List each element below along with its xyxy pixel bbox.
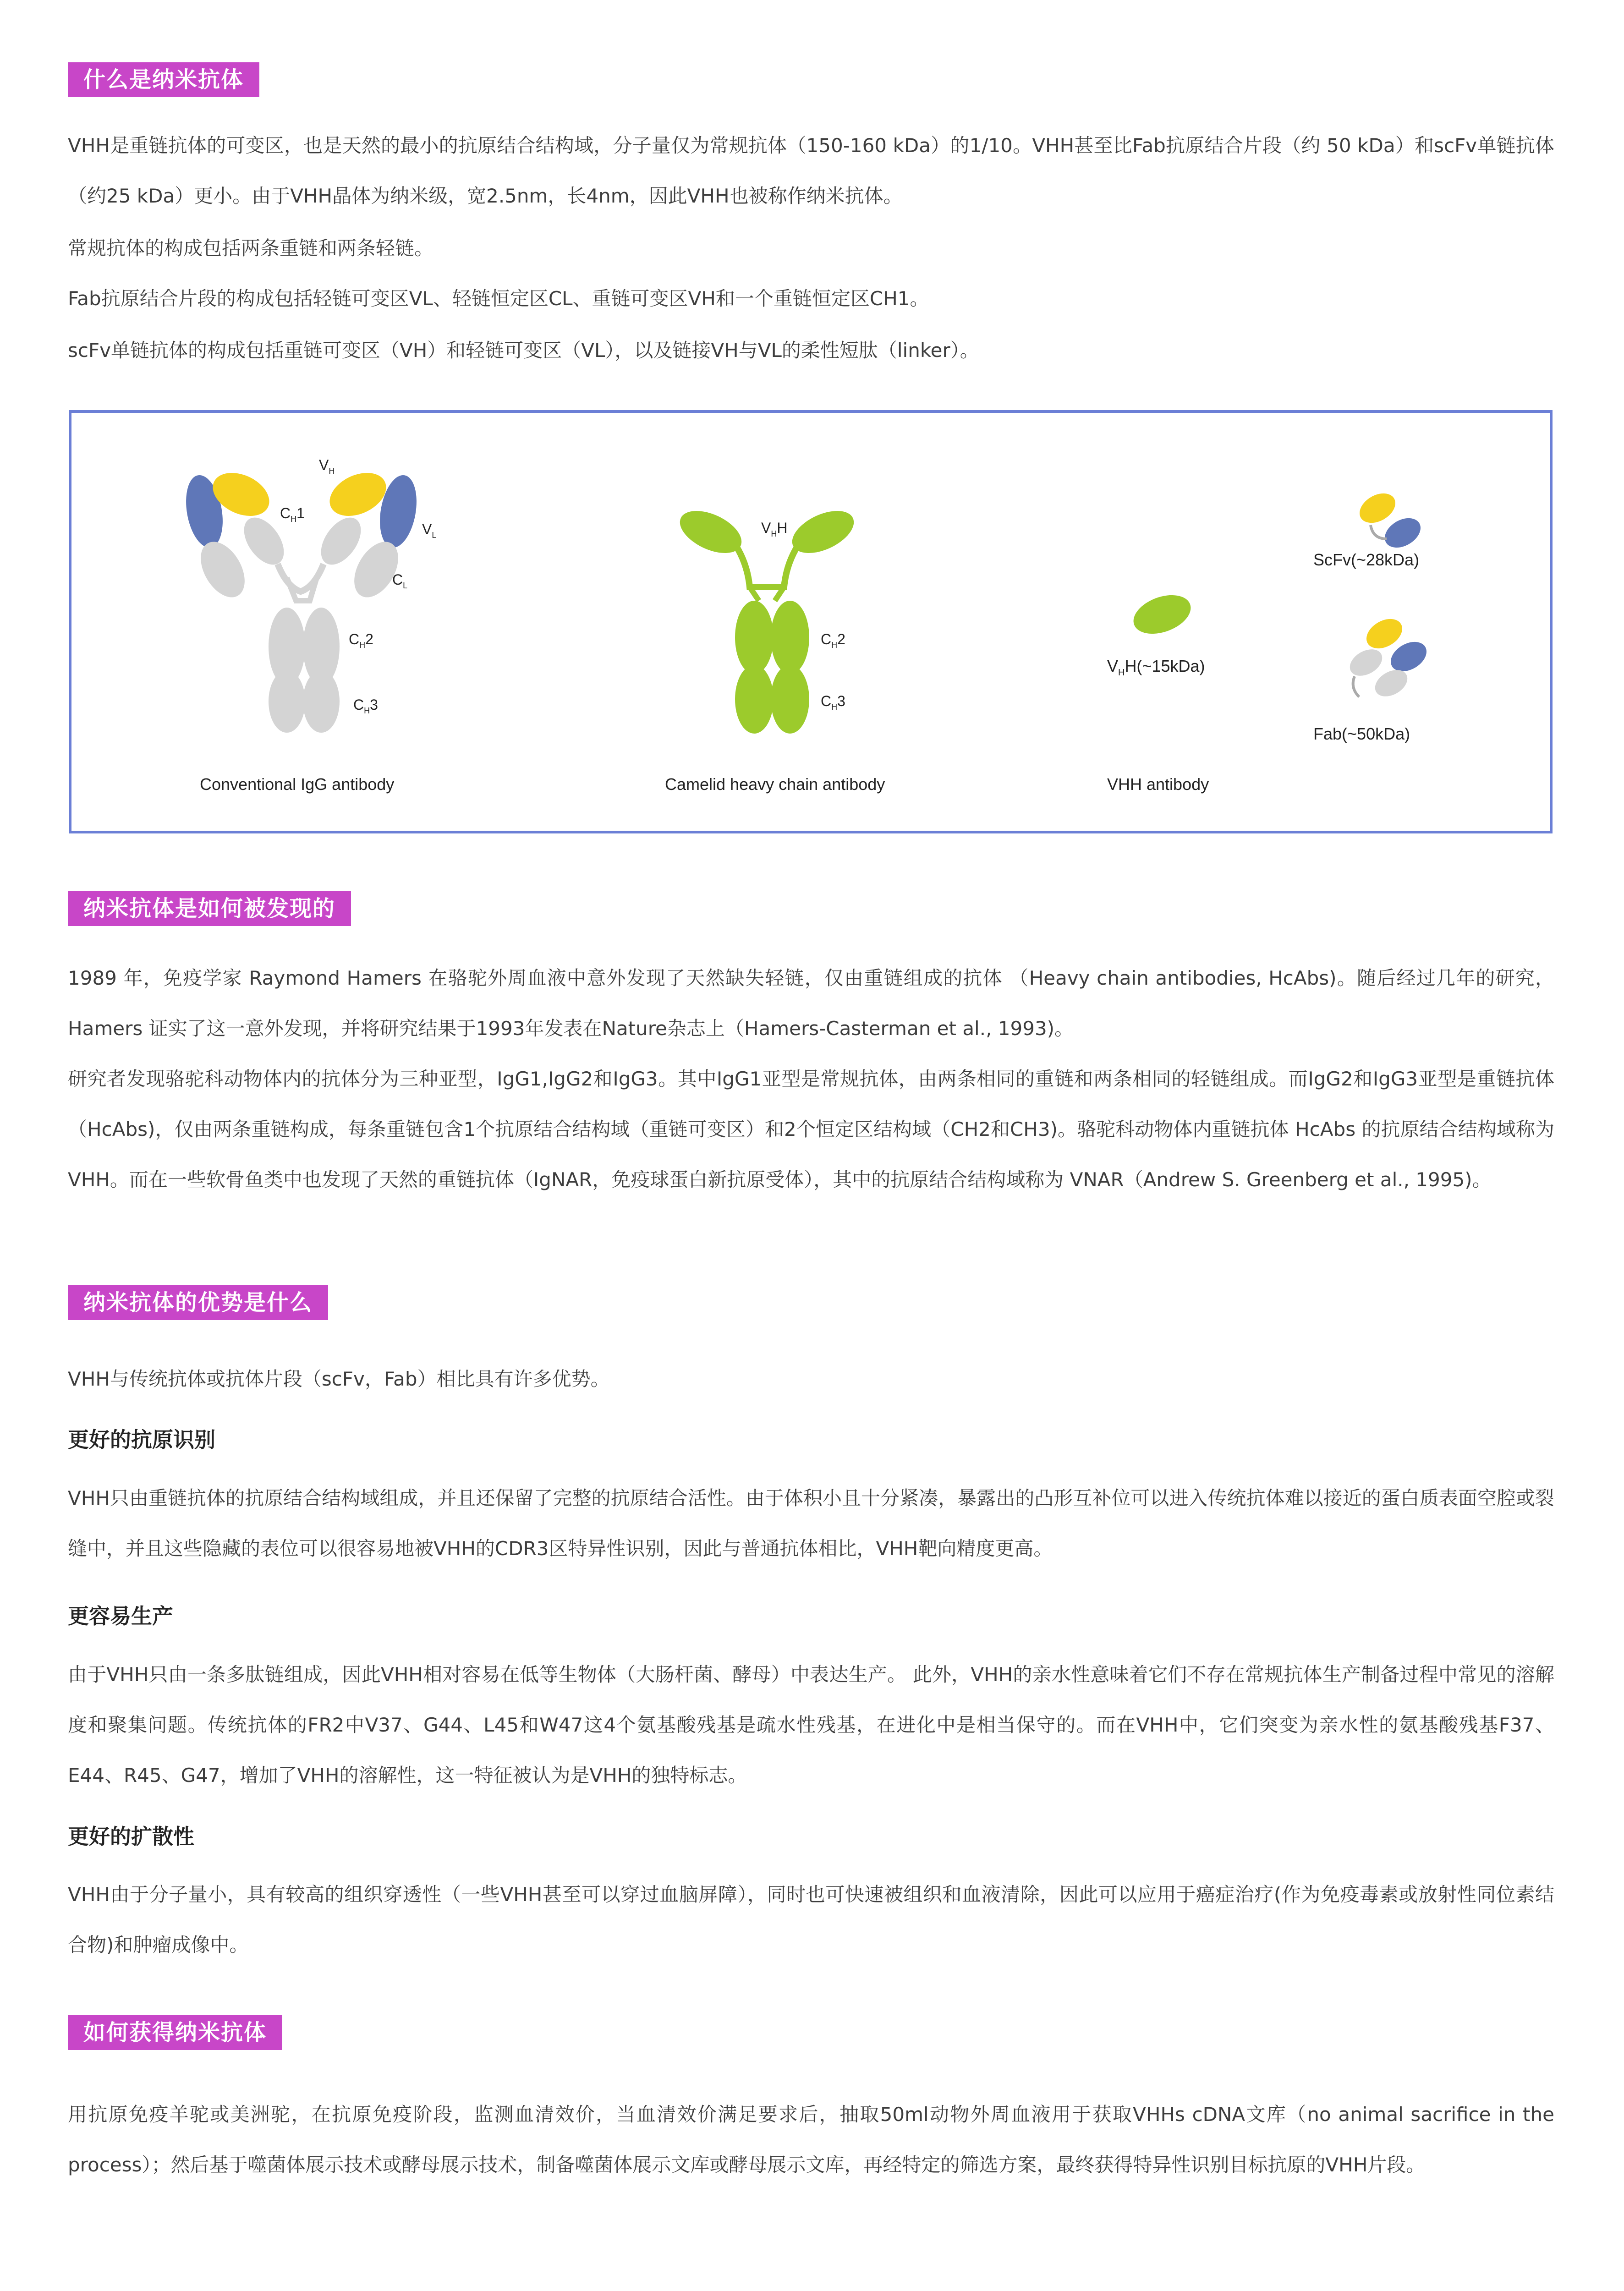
igg-ch3-left	[269, 670, 305, 733]
camelid-ch2-right	[771, 601, 809, 674]
section-title-what: 什么是纳米抗体	[68, 62, 259, 97]
paragraph-obtain: 用抗原免疫羊驼或美洲驼，在抗原免疫阶段，监测血清效价，当血清效价满足要求后，抽取50ml动物外周血液用于获取VHHs cDNA文库（no animal sacrifice in the process）；然后基于噬菌体展示技术或酵母展示技术，制备噬菌体展示文库或酵母展示文库，再经特定的筛选方案，最终获得特异性识别目标抗原的VHH片段。	[68, 2103, 1554, 2176]
subhead-diffusion: 更好的扩散性	[68, 1824, 194, 1849]
camelid-antibody-graphic	[674, 502, 861, 734]
label-vhh-mass: $V_HH(\sim 15kDa)$	[1107, 657, 1205, 678]
igg-cl-left	[192, 534, 253, 605]
vhh-graphic	[1128, 588, 1196, 641]
paragraph-what-2: 常规抗体的构成包括两条重链和两条轻链。	[68, 237, 434, 259]
subhead-production: 更容易生产	[68, 1604, 173, 1628]
label-camelid-ch3: $C_H3$	[821, 693, 845, 712]
label-camelid-ch2: $C_H2$	[821, 631, 845, 650]
paragraph-recognition: VHH只由重链抗体的抗原结合结构域组成，并且还保留了完整的抗原结合活性。由于体积小且十分紧凑，暴露出的凸形互补位可以进入传统抗体难以接近的蛋白质表面空腔或裂缝中，并且这些隐藏的表位可以很容易地被VHH的CDR3区特异性识别，因此与普通抗体相比，VHH靶向精度更高。	[68, 1487, 1554, 1560]
label-ch1: $C_H1$	[280, 505, 305, 524]
paragraph-discovery-2: 研究者发现骆驼科动物体内的抗体分为三种亚型，IgG1,IgG2和IgG3。其中IgG1亚型是常规抗体，由两条相同的重链和两条相同的轻链组成。而IgG2和IgG3亚型是重链抗体（HcAbs)，仅由两条重链构成，每条重链包含1个抗原结合结构域（重链可变区）和2个恒定区结构域（CH2和CH3)。骆驼科动物体内重链抗体 HcAbs 的抗原结合结构域称为 VHH。而在一些软骨鱼类中也发现了天然的重链抗体（IgNAR，免疫球蛋白新抗原受体），其中的抗原结合结构域称为 VNAR（Andrew S. Greenberg et al., 1995)。	[68, 1068, 1554, 1191]
paragraph-what-1: VHH是重链抗体的可变区，也是天然的最小的抗原结合结构域，分子量仅为常规抗体（150-160 kDa）的1/10。VHH甚至比Fab抗原结合片段（约 50 kDa）和scFv单链抗体（约25 kDa）更小。由于VHH晶体为纳米级，宽2.5nm，长4nm，因此VHH也被称作纳米抗体。	[68, 134, 1554, 207]
label-ch3: $C_H3$	[353, 696, 378, 715]
subhead-recognition: 更好的抗原识别	[68, 1427, 215, 1452]
fab-graphic	[1345, 613, 1432, 702]
camelid-ch2-left	[735, 601, 774, 674]
camelid-ch3-left	[735, 665, 774, 734]
label-vhh: $V_HH$	[761, 520, 788, 538]
section-title-advantages: 纳米抗体的优势是什么	[68, 1285, 328, 1320]
caption-scfv: ScFv(~28kDa)	[1313, 550, 1420, 569]
scfv-graphic	[1355, 488, 1426, 554]
igg-ch3-right	[303, 670, 340, 733]
caption-fab: Fab(~50kDa)	[1313, 724, 1410, 743]
caption-vhh: VHH antibody	[1107, 775, 1209, 794]
paragraph-advantages-intro: VHH与传统抗体或抗体片段（scFv，Fab）相比具有许多优势。	[68, 1368, 610, 1390]
antibody-diagram	[71, 413, 1550, 831]
label-ch2: $C_H2$	[349, 631, 373, 650]
section-title-discovery: 纳米抗体是如何被发现的	[68, 891, 351, 926]
paragraph-what-3: Fab抗原结合片段的构成包括轻链可变区VL、轻链恒定区CL、重链可变区VH和一个重链恒定区CH1。	[68, 287, 929, 310]
label-vh: $V_H$	[319, 457, 335, 476]
section-title-obtain: 如何获得纳米抗体	[68, 2015, 282, 2050]
caption-igg: Conventional IgG antibody	[200, 775, 395, 794]
label-vl: $V_L$	[422, 521, 437, 540]
paragraph-discovery-1: 1989 年，免疫学家 Raymond Hamers 在骆驼外周血液中意外发现了天然缺失轻链，仅由重链组成的抗体 （Heavy chain antibodies, HcAbs)。随后经过几年的研究，Hamers 证实了这一意外发现，并将研究结果于1993年发表在Nature杂志上（Hamers-Casterman et al., 1993)。	[68, 967, 1554, 1040]
antibody-structure-figure	[69, 410, 1553, 833]
paragraph-production: 由于VHH只由一条多肽链组成，因此VHH相对容易在低等生物体（大肠杆菌、酵母）中表达生产。 此外，VHH的亲水性意味着它们不存在常规抗体生产制备过程中常见的溶解度和聚集问题。传统抗体的FR2中V37、G44、L45和W47这4个氨基酸残基是疏水性残基，在进化中是相当保守的。而在VHH中，它们突变为亲水性的氨基酸残基F37、E44、R45、G47，增加了VHH的溶解性，这一特征被认为是VHH的独特标志。	[68, 1663, 1554, 1787]
paragraph-what-4: scFv单链抗体的构成包括重链可变区（VH）和轻链可变区（VL），以及链接VH与VL的柔性短肽（linker）。	[68, 339, 979, 362]
label-cl: $C_L$	[392, 571, 408, 590]
camelid-ch3-right	[771, 665, 809, 734]
caption-camelid: Camelid heavy chain antibody	[665, 775, 885, 794]
paragraph-diffusion: VHH由于分子量小，具有较高的组织穿透性（一些VHH甚至可以穿过血脑屏障），同时也可快速被组织和血液清除，因此可以应用于癌症治疗(作为免疫毒素或放射性同位素结合物)和肿瘤成像中。	[68, 1883, 1554, 1956]
